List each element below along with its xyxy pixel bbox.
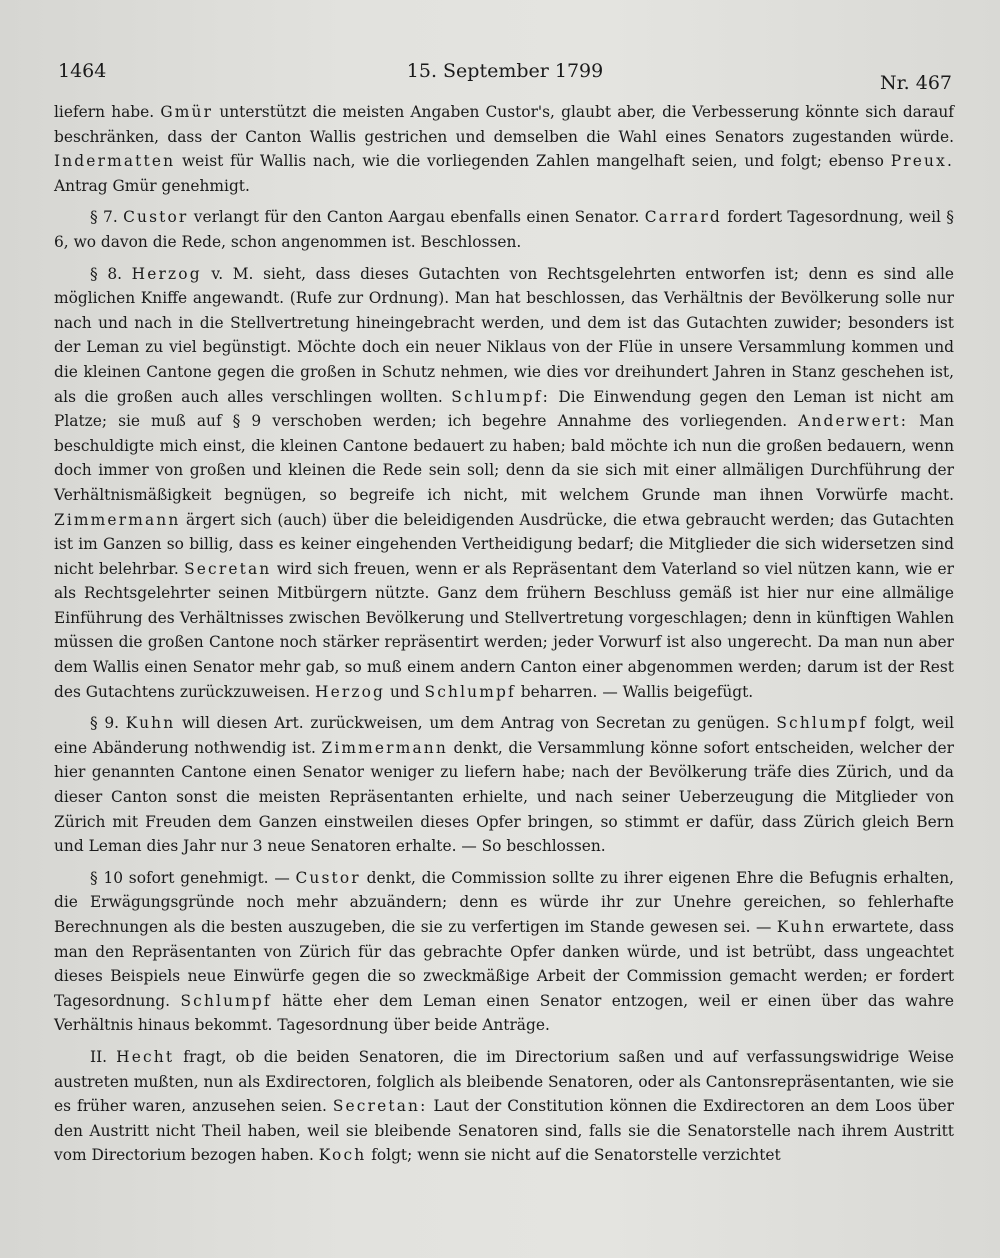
- speaker-name: Carrard: [644, 208, 722, 227]
- speaker-name: Schlumpf: [424, 682, 516, 701]
- speaker-name: Schlumpf: [180, 991, 272, 1010]
- paragraph: [54, 866, 954, 1038]
- text-run: Man beschuldigte mich einst, die kleinen Cantone bedauert zu haben; bald möchte ich nun die großen bedauern, wenn doch immer von großen und kleinen die Rede sein soll; denn da sie sich mit einer allmäligen Durchführung der Verhältnismäßigkeit begnügen, so begreife ich nicht, mit welchem Grunde man ihnen Vorwürfe macht.: [54, 412, 954, 504]
- paragraph: [54, 205, 954, 254]
- speaker-name: Schlumpf: [776, 714, 868, 733]
- text-run: folgt; wenn sie nicht auf die Senatorstelle verzichtet: [366, 1146, 781, 1165]
- speaker-name: Preux.: [890, 152, 954, 171]
- speaker-name: Indermatten: [54, 152, 176, 171]
- text-run: II.: [90, 1047, 117, 1066]
- speaker-name: Anderwert:: [798, 412, 909, 431]
- text-run: hätte eher dem Leman einen Senator entzogen, weil er einen über das wahre Verhältnis hinaus bekommt. Tagesordnung über beide Anträge.: [54, 991, 954, 1035]
- paragraph: [54, 262, 954, 705]
- text-run: denkt, die Commission sollte zu ihrer eigenen Ehre die Befugnis erhalten, die Erwägungsgründe noch mehr abzuändern; denn es würde ihr zur Unehre gereichen, so fehlerhafte Berechnungen als die besten auszugeben, die sie zu verfertigen im Stande gewesen sei. —: [54, 868, 954, 936]
- text-run: § 8.: [90, 264, 132, 283]
- text-run: wird sich freuen, wenn er als Repräsentant dem Vaterland so viel nützen kann, wie er als Rechtsgelehrter seinen Mitbürgern nützte. Ganz dem frühern Beschluss gemäß ist hier nur eine allmälige Einführung des Verhältnisses zwischen Bevölkerung und Stellvertretung vorgeschlagen; denn in künftigen Wahlen müssen die großen Cantone noch stärker repräsentirt werden; jeder Vorwurf ist also ungerecht. Da man nun aber dem Wallis einen Senator mehr gab, so muß einem andern Canton einer abgenommen werden; darum ist der Rest des Gutachtens zurückzuweisen.: [54, 559, 954, 701]
- speaker-name: Kuhn: [125, 714, 176, 733]
- issue-number: Nr. 467: [880, 72, 952, 94]
- document-body: [54, 100, 954, 1175]
- text-run: und: [385, 682, 425, 701]
- text-run: folgt, weil eine Abänderung nothwendig ist.: [54, 714, 954, 757]
- speaker-name: Custor: [123, 208, 189, 227]
- text-run: will diesen Art. zurückweisen, um dem Antrag von Secretan zu genügen.: [175, 714, 777, 733]
- speaker-name: Gmür: [160, 103, 214, 121]
- text-run: weist für Wallis nach, wie die vorliegenden Zahlen mangelhaft seien, und folgt; ebenso: [175, 152, 891, 171]
- speaker-name: Herzog: [315, 682, 386, 701]
- text-run: unterstützt die meisten Angaben Custor's, glaubt aber, die Verbesserung könnte sich darauf beschränken, dass der Canton Wallis gestrichen und demselben die Wahl eines Senators zugestanden würde.: [54, 103, 954, 146]
- speaker-name: Custor: [295, 868, 361, 887]
- text-run: v. M. sieht, dass dieses Gutachten von Rechtsgelehrten entworfen ist; denn es sind alle möglichen Kniffe angewandt. (Rufe zur Ordnung). Man hat beschlossen, das Verhältnis der Bevölkerung solle nur nach und nach in die Stellvertretung hineingebracht werden, und dem ist das Gutachten zuwider; besonders ist der Leman zu viel begünstigt. Möchte doch ein neuer Niklaus von der Flüe in unsere Versammlung kommen und die kleinen Cantone gegen die großen in Schutz nehmen, wie dies vor dreihundert Jahren in Stanz geschehen ist, als die großen auch alles verschlingen wollten.: [54, 264, 954, 406]
- text-run: § 9.: [90, 714, 126, 733]
- paragraph: [54, 1045, 954, 1168]
- speaker-name: Kuhn: [776, 918, 827, 936]
- speaker-name: Koch: [318, 1146, 367, 1165]
- text-run: erwartete, dass man den Repräsentanten von Zürich für das gebrachte Opfer danken würde, und ist betrübt, dass ungeachtet dieses Beispiels neue Einwürfe gegen die so zweckmäßige Arbeit der Commission gemacht werden; er fordert Tagesordnung.: [54, 918, 954, 1010]
- text-run: § 10 sofort genehmigt. —: [90, 868, 296, 887]
- text-run: verlangt für den Canton Aargau ebenfalls einen Senator.: [188, 208, 645, 227]
- paragraph: [54, 100, 954, 198]
- header-date: 15. September 1799: [406, 60, 604, 82]
- text-run: liefern habe.: [54, 103, 161, 121]
- page-header: [58, 60, 952, 94]
- text-run: Antrag Gmür genehmigt.: [54, 176, 250, 195]
- speaker-name: Hecht: [116, 1047, 175, 1066]
- text-run: denkt, die Versammlung könne sofort entscheiden, welcher der hier genannten Cantone einen Senator weniger zu liefern habe; nach der Bevölkerung träfe dies Zürich, und da dieser Canton sonst die meisten Repräsentanten erhielte, und nach seiner Ueberzeugung die Mitglieder von Zürich mit Freuden dem Ganzen einstweilen dieses Opfer bringen, so stimmt er dafür, dass Zürich gleich Bern und Leman dies Jahr nur 3 neue Senatoren erhalte. — So beschlossen.: [54, 738, 955, 856]
- text-run: Laut der Constitution können die Exdirectoren an dem Loos über den Austritt nicht Theil haben, weil sie bleibende Senatoren sind, falls sie die Senatorstelle nach ihrem Austritt vom Directorium bezogen haben.: [54, 1097, 954, 1165]
- speaker-name: Herzog: [131, 264, 202, 283]
- text-run: ärgert sich (auch) über die beleidigenden Ausdrücke, die etwa gebraucht werden; das Gutachten ist im Ganzen so billig, dass es keiner eingehenden Vertheidigung bedarf; die Mitglieder die sich widersetzen sind nicht belehrbar.: [54, 510, 954, 578]
- speaker-name: Zimmermann: [321, 738, 448, 757]
- text-run: fragt, ob die beiden Senatoren, die im Directorium saßen und auf verfassungswidrige Weise austreten mußten, nun als Exdirectoren, folglich als bleibende Senatoren, oder als Cantonsrepräsentanten, wie sie es früher waren, anzusehen seien.: [54, 1047, 955, 1116]
- text-run: Die Einwendung gegen den Leman ist nicht am Platze; sie muß auf § 9 verschoben werden; ich begehre Annahme des vorliegenden.: [54, 387, 954, 431]
- page-number: 1464: [58, 60, 107, 82]
- speaker-name: Secretan:: [332, 1097, 428, 1116]
- speaker-name: Zimmermann: [54, 510, 181, 529]
- speaker-name: Secretan: [184, 559, 272, 578]
- paragraph: [54, 711, 954, 859]
- text-run: fordert Tagesordnung, weil § 6, wo davon die Rede, schon angenommen ist. Beschlossen.: [54, 208, 954, 251]
- text-run: § 7.: [90, 208, 124, 227]
- text-run: beharren. — Wallis beigefügt.: [515, 682, 754, 701]
- speaker-name: Schlumpf:: [451, 387, 550, 406]
